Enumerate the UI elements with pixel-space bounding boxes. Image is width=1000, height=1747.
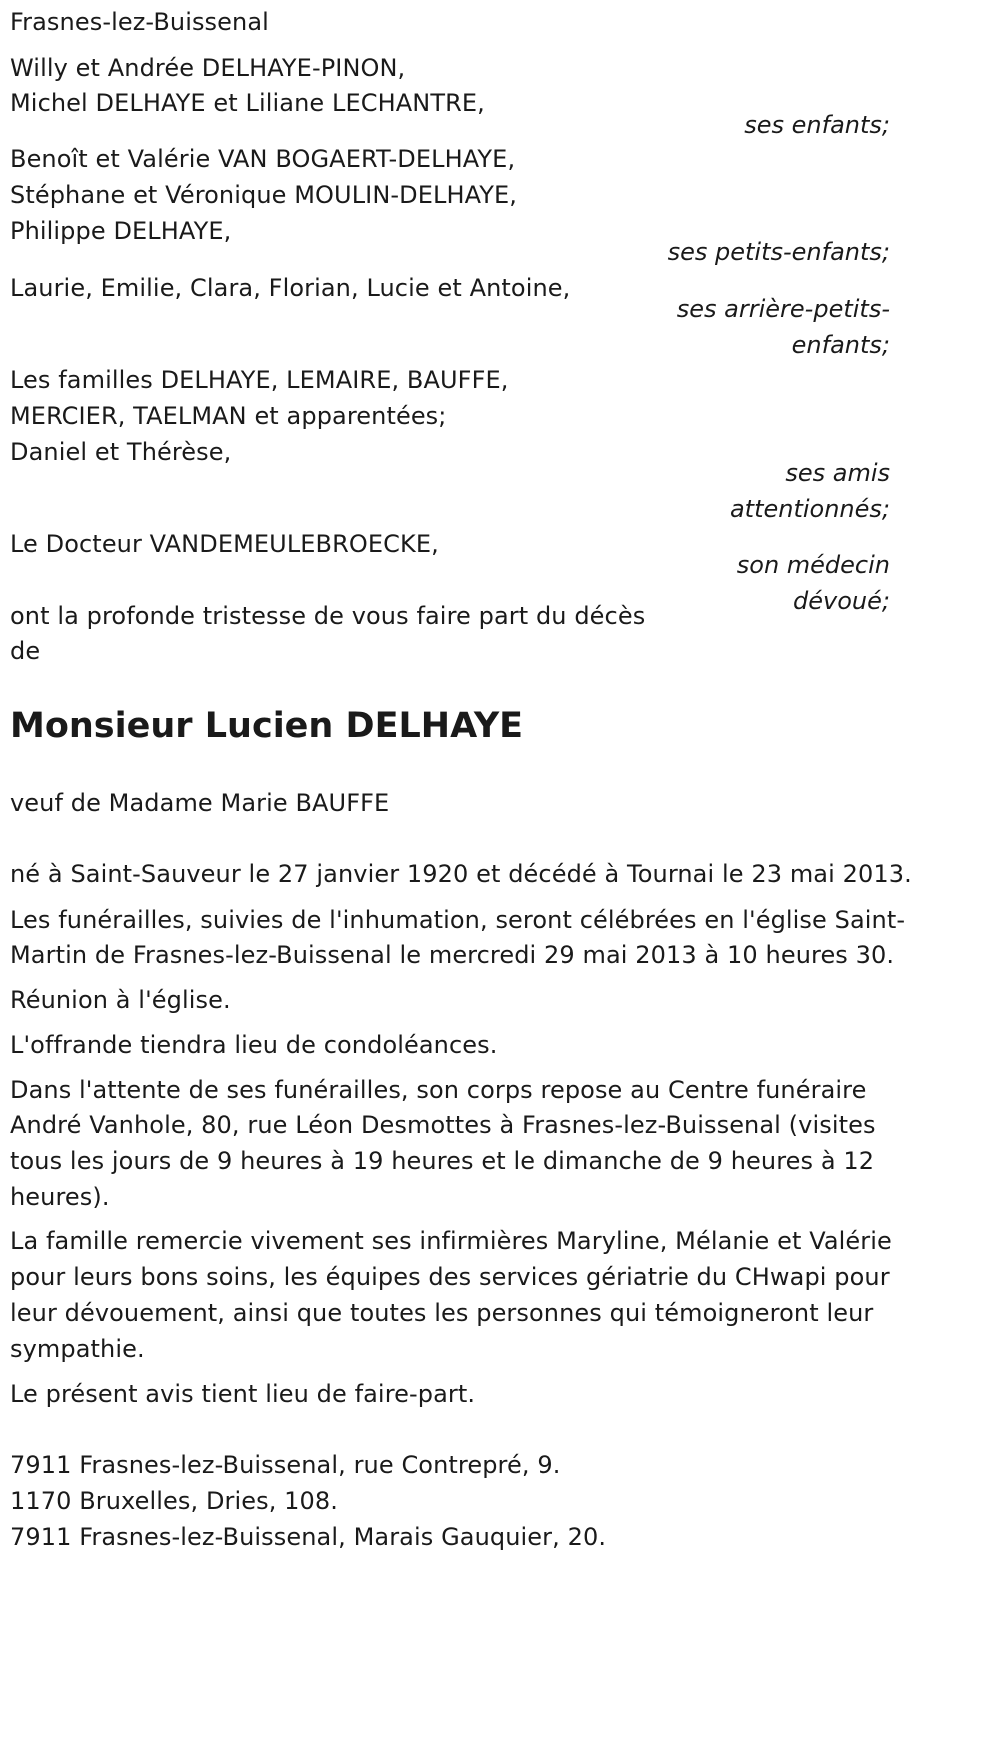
doctor-role-1: son médecin: [736, 551, 890, 579]
children-line-1: Willy et Andrée DELHAYE-PINON,: [10, 54, 406, 82]
address-line-1: 7911 Frasnes-lez-Buissenal, rue Contrepré, 9.: [10, 1451, 561, 1479]
children-line-2: Michel DELHAYE et Liliane LECHANTRE,: [10, 89, 485, 117]
thanks-line-3: leur dévouement, ainsi que toutes les personnes qui témoigneront leur: [10, 1299, 874, 1327]
grandchildren-line-3: Philippe DELHAYE,: [10, 217, 232, 245]
doctor-line: Le Docteur VANDEMEULEBROECKE,: [10, 530, 439, 558]
repose-line-3: tous les jours de 9 heures à 19 heures et le dimanche de 9 heures à 12: [10, 1147, 875, 1175]
spouse-line: veuf de Madame Marie BAUFFE: [10, 789, 390, 817]
friends-role-1: ses amis: [785, 459, 890, 487]
birth-death-line: né à Saint-Sauveur le 27 janvier 1920 et décédé à Tournai le 23 mai 2013.: [10, 860, 912, 888]
address-line-3: 7911 Frasnes-lez-Buissenal, Marais Gauquier, 20.: [10, 1523, 607, 1551]
offering-line: L'offrande tiendra lieu de condoléances.: [10, 1031, 498, 1059]
repose-line-1: Dans l'attente de ses funérailles, son corps repose au Centre funéraire: [10, 1076, 867, 1104]
funeral-line-1: Les funérailles, suivies de l'inhumation, seront célébrées en l'église Saint-: [10, 906, 906, 934]
children-role: ses enfants;: [744, 111, 890, 139]
thanks-line-4: sympathie.: [10, 1335, 145, 1363]
meeting-line: Réunion à l'église.: [10, 986, 231, 1014]
thanks-line-2: pour leurs bons soins, les équipes des services gériatrie du CHwapi pour: [10, 1263, 890, 1291]
repose-line-2: André Vanhole, 80, rue Léon Desmottes à Frasnes-lez-Buissenal (visites: [10, 1111, 876, 1139]
doctor-role-2: dévoué;: [793, 587, 890, 615]
families-line-2: MERCIER, TAELMAN et apparentées;: [10, 402, 447, 430]
grandchildren-line-1: Benoît et Valérie VAN BOGAERT-DELHAYE,: [10, 145, 516, 173]
grandchildren-line-2: Stéphane et Véronique MOULIN-DELHAYE,: [10, 181, 518, 209]
place-heading: Frasnes-lez-Buissenal: [10, 8, 269, 36]
families-line-1: Les familles DELHAYE, LEMAIRE, BAUFFE,: [10, 366, 509, 394]
great-grandchildren-role-1: ses arrière-petits-: [676, 295, 890, 323]
announcement-line-2: de: [10, 637, 41, 665]
friends-role-2: attentionnés;: [729, 495, 890, 523]
families-line-3: Daniel et Thérèse,: [10, 438, 232, 466]
repose-line-4: heures).: [10, 1183, 110, 1211]
thanks-line-1: La famille remercie vivement ses infirmières Maryline, Mélanie et Valérie: [10, 1227, 892, 1255]
grandchildren-role: ses petits-enfants;: [667, 238, 890, 266]
announcement-line-1: ont la profonde tristesse de vous faire part du décès: [10, 602, 646, 630]
great-grandchildren-role-2: enfants;: [791, 331, 890, 359]
notice-line: Le présent avis tient lieu de faire-part.: [10, 1380, 476, 1408]
funeral-line-2: Martin de Frasnes-lez-Buissenal le mercredi 29 mai 2013 à 10 heures 30.: [10, 941, 895, 969]
great-grandchildren-line: Laurie, Emilie, Clara, Florian, Lucie et Antoine,: [10, 274, 571, 302]
deceased-name: Monsieur Lucien DELHAYE: [10, 706, 524, 746]
address-line-2: 1170 Bruxelles, Dries, 108.: [10, 1487, 339, 1515]
